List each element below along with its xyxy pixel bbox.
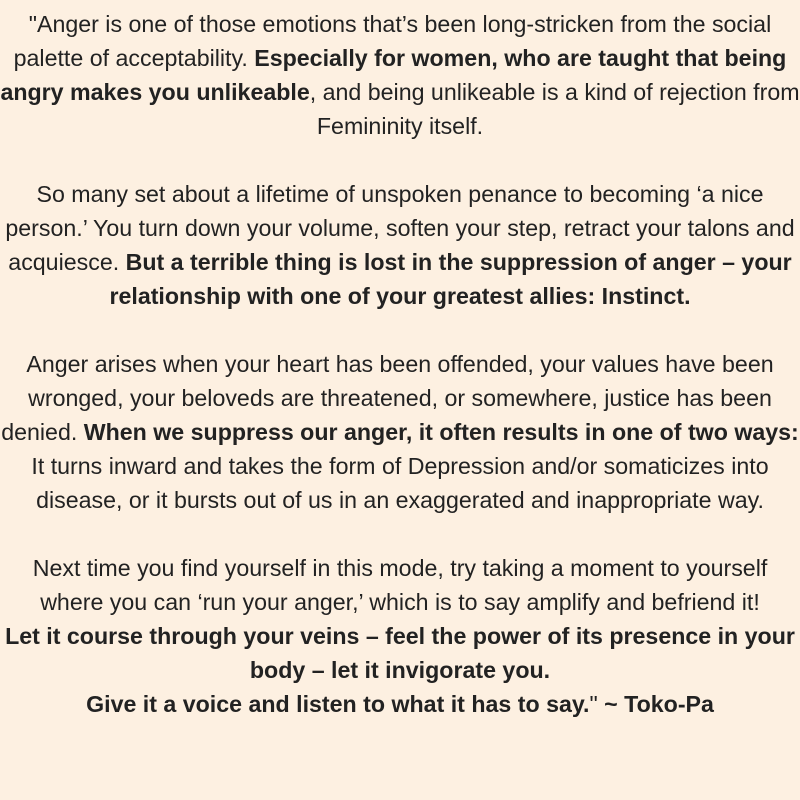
quote-text: , and being unlikeable is a kind of rejection from Femininity itself. [309, 79, 800, 139]
quote-text: Anger arises when your heart has been offended, your values have been wronged, your beloveds are threatened, or somewhere, justice has been denied. [1, 351, 774, 445]
quote-text: So many set about a lifetime of unspoken penance to becoming ‘a nice person.’ You turn down your volume, soften your step, retract your talons and acquiesce. [5, 181, 795, 275]
quote-text: It turns inward and takes the form of Depression and/or somaticizes into disease, or it bursts out of us in an exaggerated and inappropriate way. [31, 453, 769, 513]
quote-emphasis: Especially for women, who are taught that being angry makes you unlikeable [0, 45, 787, 105]
quote-text: Next time you find yourself in this mode, try taking a moment to yourself where you can ‘run your anger,’ which is to say amplify and befriend it! [32, 555, 768, 615]
quote-paragraph-4 [0, 551, 800, 721]
quote-attribution: ~ Toko-Pa [604, 691, 714, 717]
quote-paragraph-3 [0, 347, 800, 517]
quote-emphasis: But a terrible thing is lost in the suppression of anger – your relationship with one of your greatest allies: Instinct. [109, 249, 792, 309]
quote-paragraph-2 [0, 177, 800, 313]
quote-emphasis: Let it course through your veins – feel the power of its presence in your body – let it invigorate you. [5, 623, 795, 683]
quote-text: "Anger is one of those emotions that’s been long-stricken from the social palette of acceptability. [13, 11, 772, 71]
quote-text: " [589, 691, 605, 717]
quote-emphasis: Give it a voice and listen to what it has to say. [86, 691, 590, 717]
quote-emphasis: When we suppress our anger, it often results in one of two ways: [83, 419, 799, 445]
quote-paragraph-1 [0, 7, 800, 143]
